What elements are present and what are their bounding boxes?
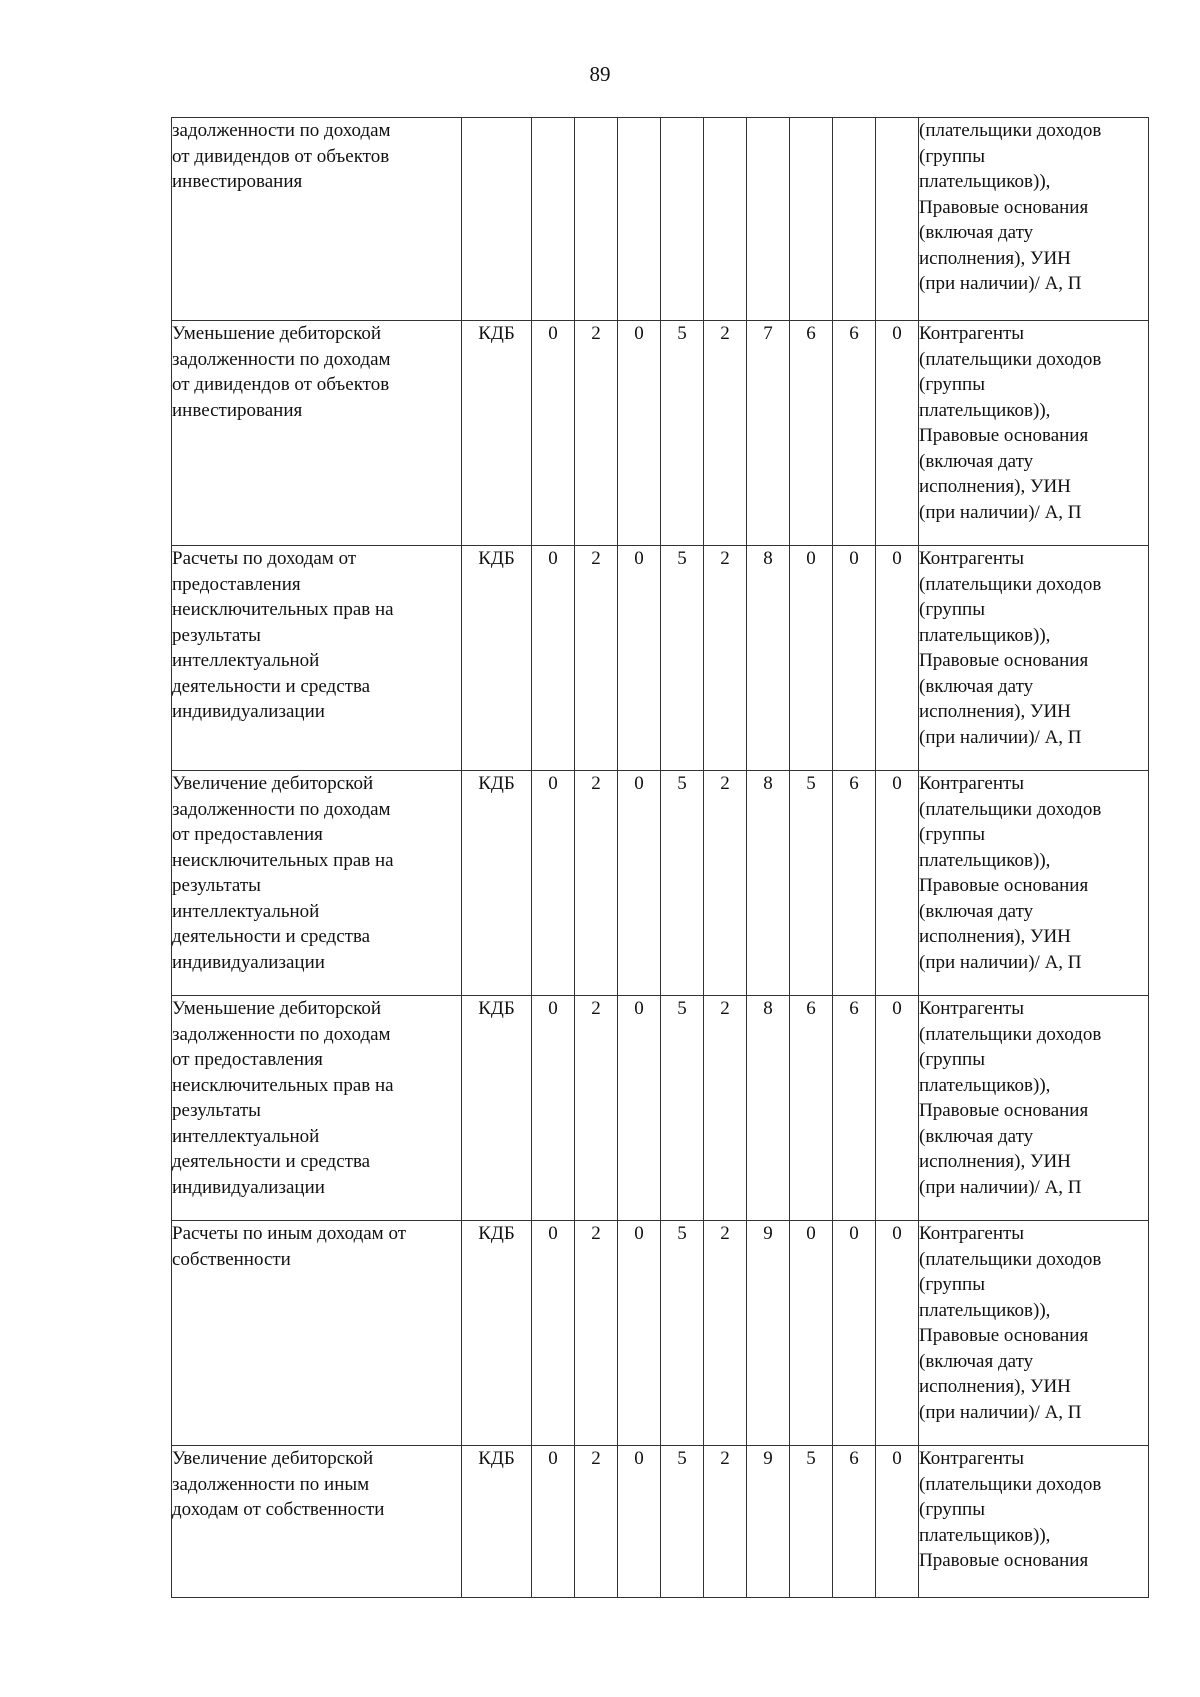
account-name-cell (172, 996, 462, 1221)
analytics-cell: (плательщики доходов (группы плательщиков)), Правовые основания (включая дату исполнения), УИН (при наличии)/ А, П (919, 118, 1149, 321)
account-digit-cell: 0 (618, 321, 661, 546)
account-digit-cell: 2 (704, 996, 747, 1221)
account-digit-cell: 0 (833, 546, 876, 771)
account-digit-cell: 2 (575, 996, 618, 1221)
account-kind-cell: КДБ (462, 1446, 532, 1598)
account-digit-cell: 0 (876, 546, 919, 771)
account-digit-cell (747, 118, 790, 321)
account-digit-cell: 0 (618, 1221, 661, 1446)
analytics-cell: Контрагенты (плательщики доходов (группы плательщиков)), Правовые основания (включая дату исполнения), УИН (при наличии)/ А, П (919, 1221, 1149, 1446)
account-digit-cell: 5 (661, 1446, 704, 1598)
account-digit-cell: 8 (747, 771, 790, 996)
account-digit-cell: 2 (575, 771, 618, 996)
account-digit-cell (661, 118, 704, 321)
account-digit-cell: 6 (833, 1446, 876, 1598)
account-digit-cell: 9 (747, 1221, 790, 1446)
account-name-cell (172, 1221, 462, 1446)
account-digit-cell: 0 (532, 771, 575, 996)
account-digit-cell: 5 (661, 1221, 704, 1446)
account-digit-cell: 5 (790, 1446, 833, 1598)
analytics-cell: Контрагенты (плательщики доходов (группы плательщиков)), Правовые основания (включая дату исполнения), УИН (при наличии)/ А, П (919, 546, 1149, 771)
account-digit-cell: 6 (833, 771, 876, 996)
account-digit-cell: 2 (575, 546, 618, 771)
account-digit-cell: 2 (575, 1221, 618, 1446)
account-kind-cell: КДБ (462, 321, 532, 546)
account-digit-cell: 0 (790, 1221, 833, 1446)
account-digit-cell: 5 (661, 771, 704, 996)
account-name: Расчеты по иным доходам от собственности (172, 1223, 407, 1270)
account-name: задолженности по доходам от дивидендов от объектов инвестирования (172, 120, 391, 192)
account-digit-cell (790, 118, 833, 321)
account-kind-cell: КДБ (462, 996, 532, 1221)
account-digit-cell: 0 (532, 546, 575, 771)
account-digit-cell (833, 118, 876, 321)
account-digit-cell: 0 (876, 996, 919, 1221)
account-digit-cell: 0 (532, 996, 575, 1221)
account-digit-cell: 6 (833, 996, 876, 1221)
account-digit-cell: 6 (790, 996, 833, 1221)
account-name: Расчеты по доходам от предоставления неисключительных прав на результаты интеллектуальной деятельности и средства индивидуализации (172, 548, 394, 722)
account-digit-cell (575, 118, 618, 321)
account-digit-cell: 9 (747, 1446, 790, 1598)
account-digit-cell: 0 (532, 321, 575, 546)
table-row (172, 1221, 1149, 1446)
account-digit-cell: 0 (618, 546, 661, 771)
account-digit-cell: 5 (661, 546, 704, 771)
analytics-cell: Контрагенты (плательщики доходов (группы плательщиков)), Правовые основания (919, 1446, 1149, 1598)
account-digit-cell: 6 (833, 321, 876, 546)
account-kind-cell (462, 118, 532, 321)
account-digit-cell: 8 (747, 546, 790, 771)
account-digit-cell: 0 (618, 996, 661, 1221)
account-digit-cell: 0 (618, 1446, 661, 1598)
account-digit-cell: 5 (661, 996, 704, 1221)
account-name-cell (172, 321, 462, 546)
account-digit-cell: 2 (575, 321, 618, 546)
account-digit-cell: 8 (747, 996, 790, 1221)
account-digit-cell: 0 (876, 771, 919, 996)
account-digit-cell (532, 118, 575, 321)
account-name-cell (172, 118, 462, 321)
account-digit-cell: 0 (876, 1446, 919, 1598)
account-kind-cell: КДБ (462, 771, 532, 996)
account-digit-cell: 2 (704, 321, 747, 546)
account-digit-cell: 0 (876, 321, 919, 546)
account-digit-cell: 0 (618, 771, 661, 996)
account-digit-cell: 6 (790, 321, 833, 546)
account-digit-cell (618, 118, 661, 321)
account-name: Увеличение дебиторской задолженности по иным доходам от собственности (172, 1448, 385, 1520)
account-kind-cell: КДБ (462, 546, 532, 771)
account-digit-cell: 0 (790, 546, 833, 771)
account-name-cell (172, 1446, 462, 1598)
account-digit-cell: 0 (876, 1221, 919, 1446)
table-row (172, 546, 1149, 771)
account-digit-cell: 0 (532, 1221, 575, 1446)
account-digit-cell (876, 118, 919, 321)
account-digit-cell: 2 (704, 1221, 747, 1446)
account-kind-cell: КДБ (462, 1221, 532, 1446)
account-digit-cell (704, 118, 747, 321)
account-name: Уменьшение дебиторской задолженности по доходам от предоставления неисключительных прав на результаты интеллектуальной деятельности и средства индивидуализации (172, 998, 394, 1198)
table-row (172, 118, 1149, 321)
accounts-table (171, 117, 1149, 1598)
account-digit-cell: 2 (704, 546, 747, 771)
account-digit-cell: 2 (704, 771, 747, 996)
page-number: 89 (589, 62, 611, 86)
account-digit-cell: 0 (833, 1221, 876, 1446)
account-digit-cell: 2 (704, 1446, 747, 1598)
table-row (172, 996, 1149, 1221)
analytics-cell: Контрагенты (плательщики доходов (группы плательщиков)), Правовые основания (включая дату исполнения), УИН (при наличии)/ А, П (919, 996, 1149, 1221)
account-digit-cell: 7 (747, 321, 790, 546)
analytics-cell: Контрагенты (плательщики доходов (группы плательщиков)), Правовые основания (включая дату исполнения), УИН (при наличии)/ А, П (919, 321, 1149, 546)
account-digit-cell: 5 (661, 321, 704, 546)
analytics-cell: Контрагенты (плательщики доходов (группы плательщиков)), Правовые основания (включая дату исполнения), УИН (при наличии)/ А, П (919, 771, 1149, 996)
account-digit-cell: 5 (790, 771, 833, 996)
account-name: Уменьшение дебиторской задолженности по доходам от дивидендов от объектов инвестирования (172, 323, 391, 421)
account-digit-cell: 2 (575, 1446, 618, 1598)
table-row (172, 771, 1149, 996)
account-name: Увеличение дебиторской задолженности по доходам от предоставления неисключительных прав на результаты интеллектуальной деятельности и средства индивидуализации (172, 773, 394, 973)
account-name-cell (172, 546, 462, 771)
account-digit-cell: 0 (532, 1446, 575, 1598)
table-row (172, 321, 1149, 546)
account-name-cell (172, 771, 462, 996)
table-row (172, 1446, 1149, 1598)
